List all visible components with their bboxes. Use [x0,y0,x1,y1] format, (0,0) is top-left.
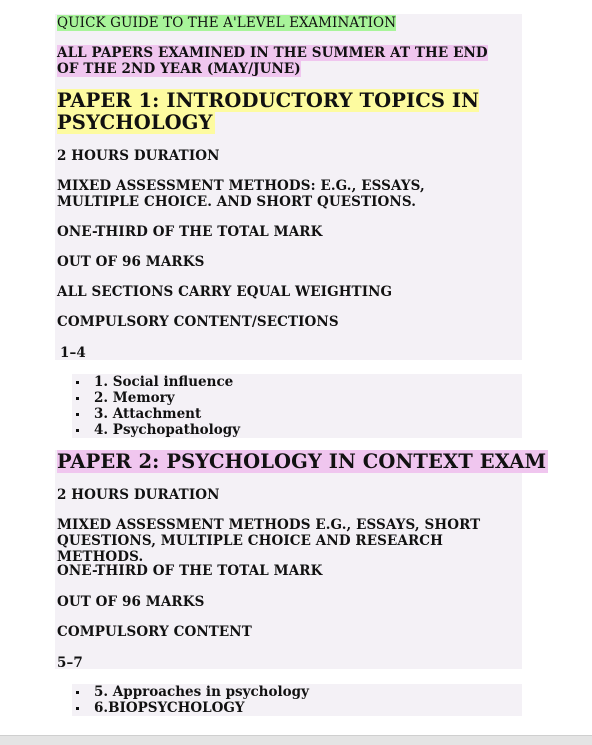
bullet-icon [76,429,79,432]
list-item [74,700,309,716]
horizontal-scrollbar[interactable] [0,735,592,745]
list-item-label: 5. Approaches in psychology [94,684,309,700]
bullet-icon [76,381,79,384]
exam-timing-note [57,45,497,77]
paper1-mark-share: ONE-THIRD OF THE TOTAL MARK [57,224,323,240]
list-item [74,374,240,390]
list-item-label: 1. Social influence [94,374,234,390]
paper2-mark-share: ONE-THIRD OF THE TOTAL MARK [57,563,323,579]
paper2-content-label: COMPULSORY CONTENT [57,624,252,640]
bullet-icon [76,691,79,694]
paper2-assessment: MIXED ASSESSMENT METHODS E.G., ESSAYS, SHORT QUESTIONS, MULTIPLE CHOICE AND RESEARCH METHODS. [57,517,481,565]
list-item [74,684,309,700]
bullet-icon [76,707,79,710]
list-item [74,422,240,438]
list-item-label: 3. Attachment [94,406,202,422]
paper2-duration: 2 HOURS DURATION [57,487,220,503]
bullet-icon [76,413,79,416]
paper2-heading [57,451,548,473]
paper1-heading-text: PAPER 1: INTRODUCTORY TOPICS IN PSYCHOLOGY [57,89,480,134]
paper1-assessment: MIXED ASSESSMENT METHODS: E.G., ESSAYS, MULTIPLE CHOICE. AND SHORT QUESTIONS. [57,178,425,210]
list-item-label: 6.BIOPSYCHOLOGY [94,700,245,716]
guide-title-text: QUICK GUIDE TO THE A'LEVEL EXAMINATION [57,15,397,31]
list-item-label: 2. Memory [94,390,175,406]
paper1-section-range: 1–4 [60,345,86,361]
guide-title [57,15,396,31]
paper2-marks: OUT OF 96 MARKS [57,594,205,610]
list-item-label: 4. Psychopathology [94,422,241,438]
exam-timing-note-text: ALL PAPERS EXAMINED IN THE SUMMER AT THE END OF THE 2ND YEAR (MAY/JUNE) [57,45,488,77]
paper2-heading-text: PAPER 2: PSYCHOLOGY IN CONTEXT EXAM [57,450,547,473]
list-item [74,390,240,406]
paper1-marks: OUT OF 96 MARKS [57,254,205,270]
paper1-content-label: COMPULSORY CONTENT/SECTIONS [57,314,339,330]
paper1-duration: 2 HOURS DURATION [57,148,220,164]
paper1-heading [57,90,497,134]
paper1-topic-list [74,374,240,438]
paper2-section-range: 5–7 [57,655,83,671]
paper1-weighting: ALL SECTIONS CARRY EQUAL WEIGHTING [57,284,393,300]
list-item [74,406,240,422]
paper2-topic-list [74,684,309,716]
bullet-icon [76,397,79,400]
